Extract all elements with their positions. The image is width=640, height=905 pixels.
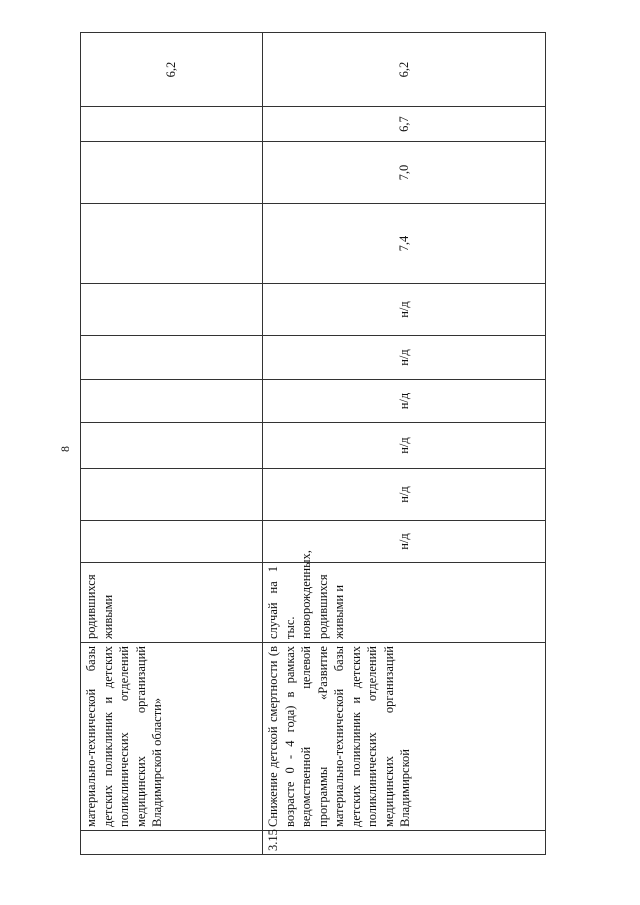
rotated-page [80, 33, 535, 855]
value-cell: 6,2 [81, 33, 263, 107]
page-number: 8 [58, 446, 72, 452]
value-cell: 7,4 [263, 204, 546, 284]
value-cell: н/д [263, 380, 546, 423]
row-number: 3.15 [263, 831, 546, 855]
value-cell [81, 423, 263, 469]
value-cell [81, 380, 263, 423]
table-row [263, 33, 546, 855]
value-cell [81, 107, 263, 142]
value-cell [81, 284, 263, 336]
value-cell: 6,2 [263, 33, 546, 107]
table-row [81, 33, 263, 855]
indicators-table [80, 32, 546, 855]
value-cell [81, 336, 263, 380]
value-cell [81, 142, 263, 204]
value-cell: 7,0 [263, 142, 546, 204]
row-number [81, 831, 263, 855]
unit-cell: случай на 1 тыс. новорожденных, родившихся живыми и [263, 563, 546, 643]
value-cell: н/д [263, 336, 546, 380]
indicator-name: Снижение детской смертности (в возрасте 0 - 4 года) в рамках ведомственной целевой программы «Развитие материально-технической базы детских поликлиник и детских поликлинических отделений медицинских организаций Владимирской [263, 643, 546, 831]
value-cell: н/д [263, 284, 546, 336]
value-cell [81, 521, 263, 563]
value-cell [81, 204, 263, 284]
value-cell [81, 469, 263, 521]
value-cell: 6,7 [263, 107, 546, 142]
indicator-name: материально-технической базы детских поликлиник и детских поликлинических отделений медицинских организаций Владимирской области» [81, 643, 263, 831]
value-cell: н/д [263, 521, 546, 563]
value-cell: н/д [263, 423, 546, 469]
value-cell: н/д [263, 469, 546, 521]
unit-cell: родившихся живыми [81, 563, 263, 643]
